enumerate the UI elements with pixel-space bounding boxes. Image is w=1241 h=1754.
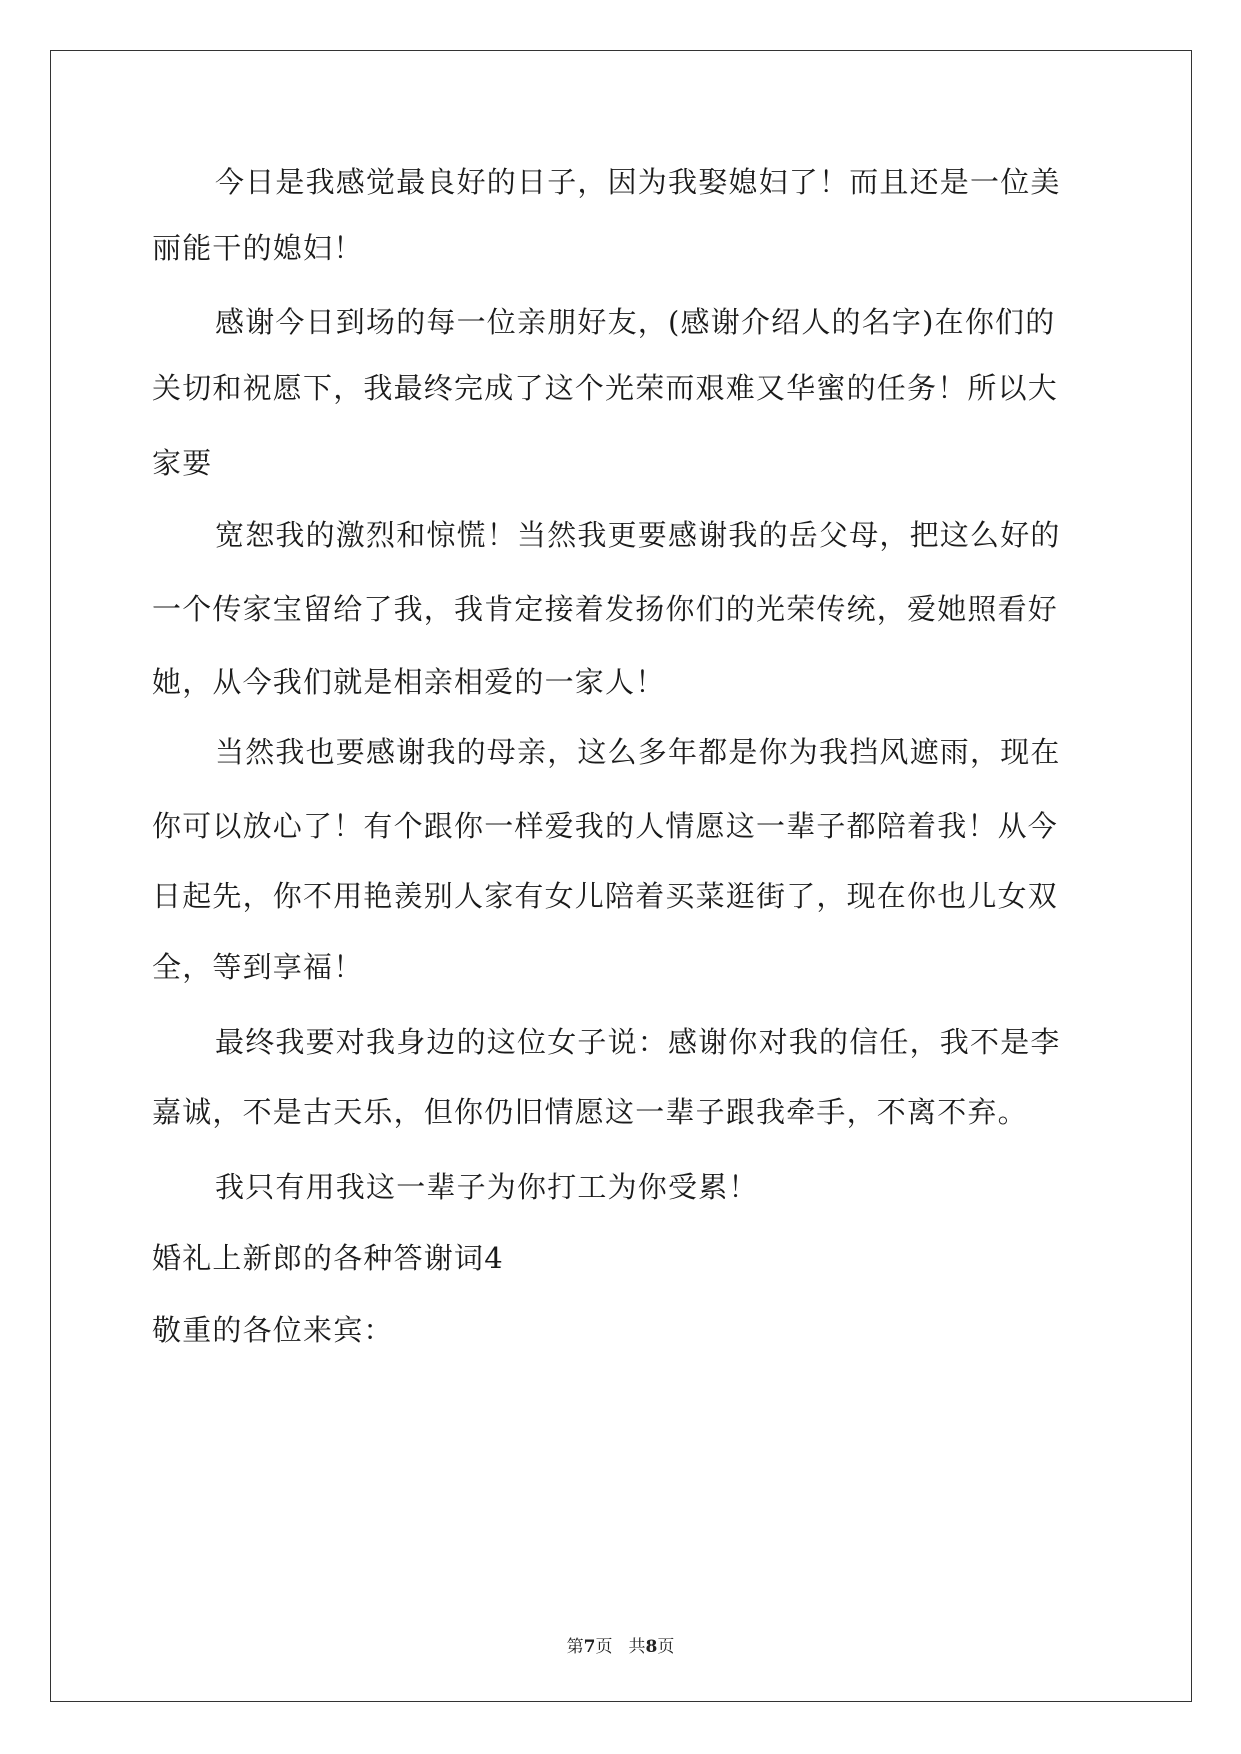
text-line: 她，从今我们就是相亲相爱的一家人！ (152, 665, 666, 699)
current-page-number: 7 (583, 1637, 596, 1657)
footer-total-suffix: 页 (657, 1637, 675, 1657)
text-line: 宽恕我的激烈和惊慌！当然我更要感谢我的岳父母，把这么好的 (215, 518, 1061, 552)
text-line: 最终我要对我身边的这位女子说：感谢你对我的信任，我不是李 (215, 1025, 1061, 1059)
footer-total-prefix: 共 (628, 1637, 646, 1657)
text-line: 家要 (152, 446, 213, 480)
text-line: 丽能干的媳妇！ (152, 231, 364, 265)
text-line: 全，等到享福！ (152, 950, 364, 984)
footer-page-suffix: 页 (595, 1637, 613, 1657)
salutation: 敬重的各位来宾： (152, 1313, 394, 1347)
text-line: 一个传家宝留给了我，我肯定接着发扬你们的光荣传统，爱她照看好 (152, 592, 1059, 626)
text-line: 当然我也要感谢我的母亲，这么多年都是你为我挡风遮雨，现在 (215, 735, 1061, 769)
section-heading: 婚礼上新郎的各种答谢词4 (152, 1241, 504, 1275)
text-line: 我只有用我这一辈子为你打工为你受累！ (215, 1170, 759, 1204)
text-line: 今日是我感觉最良好的日子，因为我娶媳妇了！而且还是一位美 (215, 165, 1061, 199)
text-line: 日起先，你不用艳羡别人家有女儿陪着买菜逛街了，现在你也儿女双 (152, 879, 1059, 913)
text-line: 嘉诚，不是古天乐，但你仍旧情愿这一辈子跟我牵手，不离不弃。 (152, 1095, 1028, 1129)
text-line: 你可以放心了！有个跟你一样爱我的人情愿这一辈子都陪着我！从今 (152, 809, 1059, 843)
footer-prefix: 第 (566, 1637, 584, 1657)
text-line: 感谢今日到场的每一位亲朋好友，(感谢介绍人的名字)在你们的 (215, 305, 1056, 339)
page-footer (0, 1636, 1241, 1658)
total-page-number: 8 (645, 1637, 658, 1657)
text-line: 关切和祝愿下，我最终完成了这个光荣而艰难又华蜜的任务！所以大 (152, 371, 1059, 405)
